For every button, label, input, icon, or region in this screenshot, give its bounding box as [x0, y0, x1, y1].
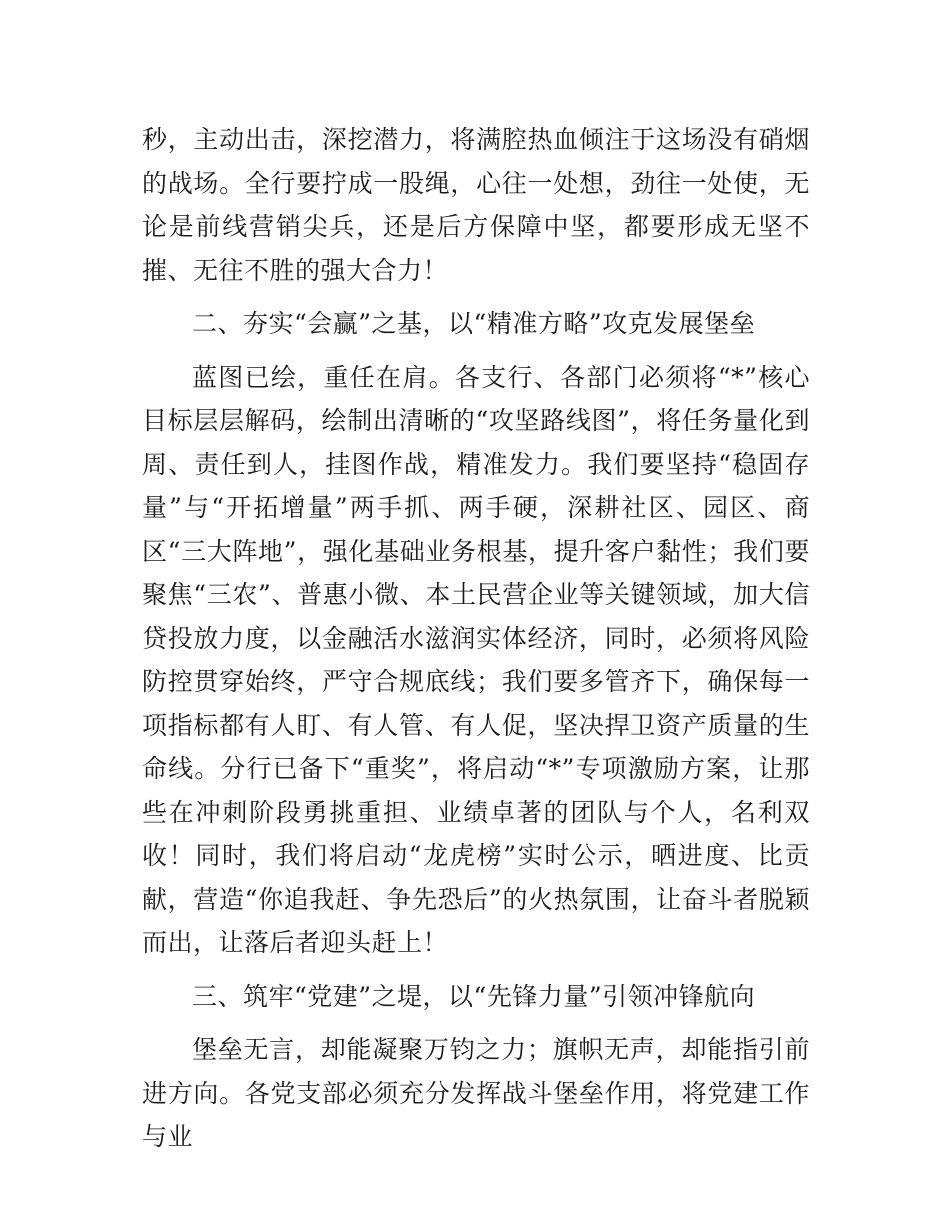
- paragraph-section-2: 蓝图已绘，重任在肩。各支行、各部门必须将“*”核心目标层层解码，绘制出清晰的“攻坚路线图”，将任务量化到周、责任到人，挂图作战，精准发力。我们要坚持“稳固存量”与“开拓增量”两手抓、两手硬，深耕社区、园区、商区“三大阵地”，强化基础业务根基，提升客户黏性；我们要聚焦“三农”、普惠小微、本土民营企业等关键领域，加大信贷投放力度，以金融活水滋润实体经济，同时，必须将风险防控贯穿始终，严守合规底线；我们要多管齐下，确保每一项指标都有人盯、有人管、有人促，坚决捍卫资产质量的生命线。分行已备下“重奖”，将启动“*”专项激励方案，让那些在冲刺阶段勇挑重担、业绩卓著的团队与个人，名利双收！同时，我们将启动“龙虎榜”实时公示，晒进度、比贡献，营造“你追我赶、争先恐后”的火热氛围，让奋斗者脱颖而出，让落后者迎头赶上！: [142, 362, 810, 957]
- paragraph-continued: 秒，主动出击，深挖潜力，将满腔热血倾注于这场没有硝烟的战场。全行要拧成一股绳，心往一处想，劲往一处使，无论是前线营销尖兵，还是后方保障中坚，都要形成无坚不摧、无往不胜的强大合力！: [142, 125, 810, 285]
- paragraph-section-3: 堡垒无言，却能凝聚万钧之力；旗帜无声，却能指引前进方向。各党支部必须充分发挥战斗堡垒作用，将党建工作与业: [142, 1035, 810, 1151]
- section-heading-3: 三、筑牢“党建”之堤，以“先锋力量”引领冲锋航向: [192, 981, 756, 1011]
- section-heading-2: 二、夯实“会赢”之基，以“精准方略”攻克发展堡垒: [192, 309, 756, 338]
- document-body: [142, 118, 810, 1159]
